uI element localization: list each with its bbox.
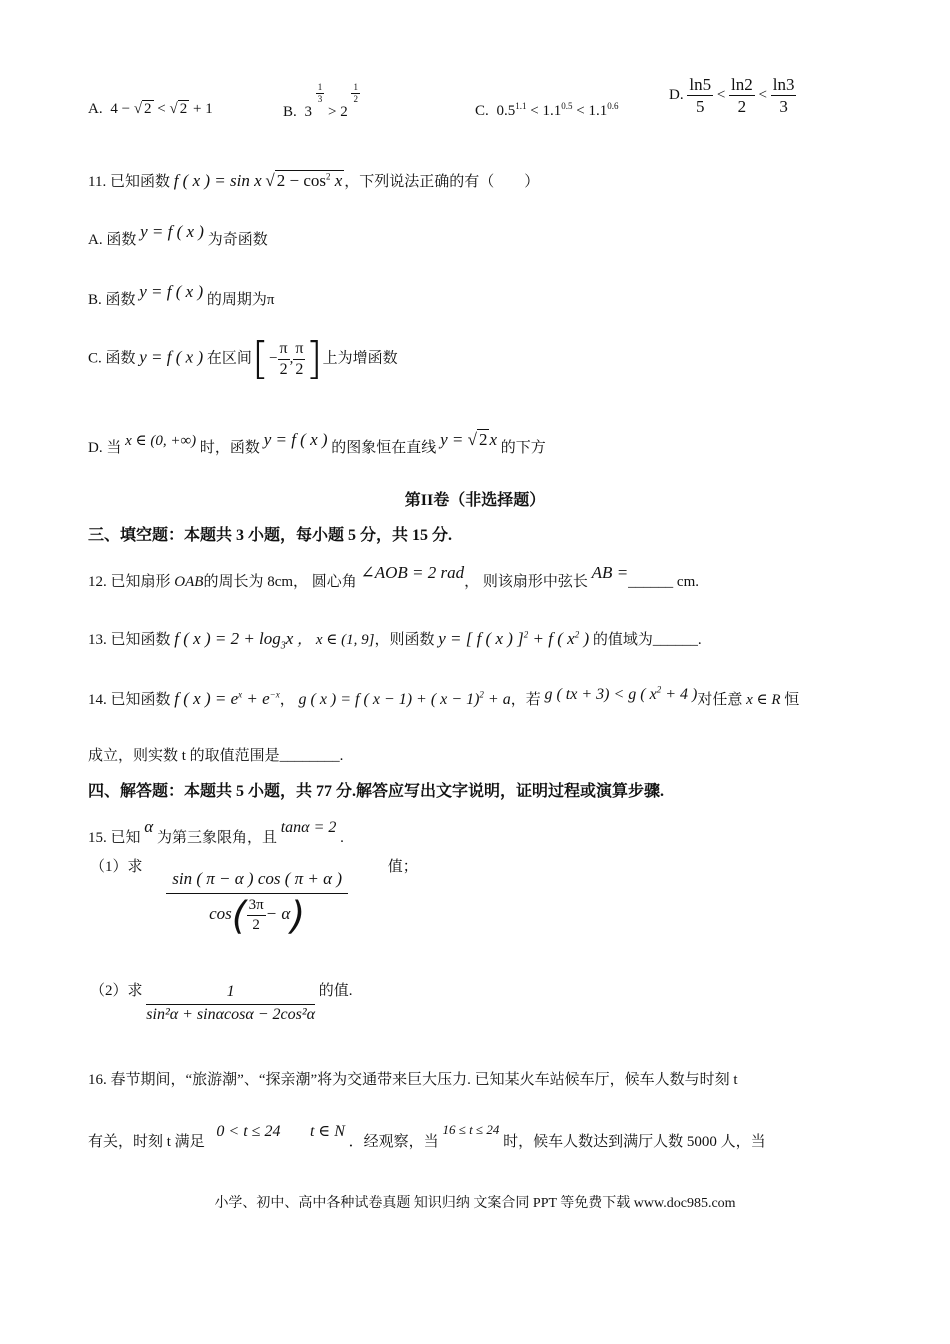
stem-text: . <box>340 830 344 846</box>
q16-line2 <box>88 1122 766 1151</box>
fraction: $\frac{\ln 3}{3}$ <box>772 75 795 117</box>
base: 2 <box>340 104 348 121</box>
expr: y = f ( x ) <box>263 430 328 449</box>
q14-line2: 成立，则实数 t 的取值范围是________. <box>88 748 344 764</box>
stem-text: ， <box>279 692 295 708</box>
exponent: 0.5 <box>561 101 573 111</box>
option-text: C. 函数 <box>88 350 136 367</box>
expr: y = [ f ( x ) ]$^2$ + f ( $x^2$ ) <box>438 629 590 648</box>
expr: < 1.1 <box>576 103 608 119</box>
expr: ， x ∈ (1, 9] <box>297 632 375 648</box>
q11-option-b <box>88 282 275 309</box>
radicand: $2 - \cos^2 x$ <box>276 171 343 190</box>
q15 <box>88 817 344 847</box>
q11-option-a <box>88 222 268 249</box>
expr: + 1 <box>193 101 213 117</box>
expr: − <box>269 350 278 367</box>
stem-text: 11. 已知函数 <box>88 174 170 190</box>
expr: 16 ≤ t ≤ 24 <box>442 1122 500 1137</box>
expr: f ( x ) = $e^x + e^{-x}$ <box>174 689 280 708</box>
radicand: 2 <box>179 101 188 117</box>
stem-text: 14. 已知函数 <box>88 692 171 708</box>
stem-text: 对任意 <box>697 692 743 708</box>
option-text: B. 函数 <box>88 292 136 308</box>
option-label: B. <box>283 104 297 121</box>
fraction: $\frac{\ln 5}{5}$ <box>689 75 712 117</box>
q15-part2 <box>90 982 353 1025</box>
expr: g ( x ) = f ( x − 1) + ( x − 1)$^2$ + a <box>298 689 511 708</box>
fraction: $\frac{\ln 2}{2}$ <box>731 75 753 117</box>
expr: g ( tx + 3) < g ( $x^2 + 4$ ) <box>544 684 698 703</box>
expr: < <box>758 87 767 104</box>
option-text: D. 当 <box>88 440 122 456</box>
q12 <box>88 563 699 591</box>
base: 3 <box>304 104 313 121</box>
expr: y = √ 2 x <box>440 430 497 449</box>
q11-stem: 11. 已知函数 f ( x ) = sin x √ $2 - \cos^2 x$ ，下列说法正确的有（ ） <box>88 171 540 190</box>
expr: tanα = 2 <box>280 819 337 836</box>
answer-blank[interactable]: ______ <box>628 574 674 590</box>
stem-text: ，则函数 <box>374 632 435 648</box>
stem-text: 15. 已知 <box>88 830 141 846</box>
section3-title: 三、填空题：本题共 3 小题，每小题 5 分，共 15 分. <box>88 527 453 544</box>
part-text: 的值. <box>318 982 353 999</box>
expr: ∠AOB = 2 rad <box>360 563 465 582</box>
q10-option-a: A. 4 − √ 2 < √ 2 + 1 <box>88 101 213 117</box>
q10-option-d <box>669 74 796 118</box>
expr: 4 − <box>110 101 131 117</box>
exponent: $\frac{1}{3}$ <box>317 82 323 105</box>
expr: y = f ( x ) <box>139 282 204 301</box>
section2-title: 第II卷（非选择题） <box>404 492 546 509</box>
stem-text: ，若 <box>510 692 541 708</box>
q10-option-c <box>475 101 618 120</box>
section4-title: 四、解答题：本题共 5 小题，共 77 分.解答应写出文字说明，证明过程或演算步骤. <box>88 783 665 800</box>
stem-text: cm. <box>676 574 699 590</box>
expr: < <box>157 101 166 117</box>
expr: t ∈ N <box>309 1123 345 1140</box>
expr: α <box>144 817 154 836</box>
option-label: A. <box>88 101 103 117</box>
stem-text: 12. 已知扇形 <box>88 574 171 590</box>
q15-part1 <box>90 858 418 938</box>
q11-option-d <box>88 430 546 457</box>
option-text: 的图象恒在直线 <box>331 440 437 456</box>
stem-text: 时，候车人数达到满厅人数 5000 人，当 <box>503 1134 766 1150</box>
part-text: 值； <box>387 858 418 875</box>
expr: 0.5 <box>496 103 516 119</box>
fraction: $\frac{1}{\text{sin²α + sinαcosα − 2cos²α}}$ <box>146 983 316 1023</box>
expr: y = f ( x ) <box>139 347 204 367</box>
fraction: $\frac{\pi}{2}$ <box>295 339 304 378</box>
expr: x ∈ R <box>746 692 781 708</box>
expr: f ( x ) = $2 + \log_3x$ <box>174 629 294 652</box>
expr: > <box>328 104 337 121</box>
fraction: $\frac{\pi}{2}$ <box>279 339 288 378</box>
option-text: 在区间 <box>206 350 252 367</box>
part-label: （2）求 <box>90 982 143 999</box>
fraction: sin ( π − α ) cos ( π + α ) cos( $\frac{3\pi}{2}$ − α) <box>166 868 348 935</box>
q14 <box>88 684 800 709</box>
exponent: 0.6 <box>607 101 619 111</box>
stem-text: 恒 <box>784 692 800 708</box>
expr: x ∈ (0, +∞) <box>125 433 197 449</box>
expr: f ( x ) = sin x <box>173 171 262 190</box>
expr: 0 < t ≤ 24 <box>216 1123 281 1140</box>
expr: OAB <box>174 574 204 590</box>
part-label: （1）求 <box>90 858 143 875</box>
stem-text: ．经观察，当 <box>348 1134 439 1150</box>
q13 <box>88 628 702 651</box>
expr: , <box>289 350 294 367</box>
option-text: 时，函数 <box>199 440 260 456</box>
option-text: A. 函数 <box>88 232 137 248</box>
radicand: 2 <box>144 101 152 117</box>
exponent: 1.1 <box>515 101 527 111</box>
stem-text: 为第三象限角，且 <box>156 830 277 846</box>
stem-text: 的值域为______. <box>592 632 702 648</box>
option-text: 的周期为π <box>206 292 275 308</box>
option-text: 为奇函数 <box>207 232 268 248</box>
exponent: $\frac{1}{2}$ <box>353 82 358 105</box>
stem-text: 有关，时刻 t 满足 <box>88 1134 205 1150</box>
stem-text: ，下列说法正确的有（ ） <box>344 174 540 190</box>
stem-text: 的周长为 8cm， 圆心角 <box>203 574 357 590</box>
q16-line1: 16. 春节期间，“旅游潮”、“探亲潮”将为交通带来巨大压力. 已知某火车站候车厅，候车人数与时刻 t <box>88 1072 738 1088</box>
stem-text: ， 则该扇形中弦长 <box>464 574 588 590</box>
option-text: 上为增函数 <box>322 350 398 367</box>
expr: y = f ( x ) <box>140 222 204 241</box>
option-label: C. <box>475 103 489 119</box>
option-label: D. <box>669 87 684 104</box>
expr: < 1.1 <box>530 103 562 119</box>
expr: < <box>716 87 726 104</box>
page-footer: 小学、初中、高中各种试卷真题 知识归纳 文案合同 PPT 等免费下载 www.doc985.com <box>214 1196 736 1211</box>
q11-option-c: C. 函数 y = f ( x ) 在区间[− $\frac{\pi}{2}$ , $\frac{\pi}{2}$ ]上为增函数 <box>88 333 398 384</box>
stem-text: 13. 已知函数 <box>88 632 171 648</box>
option-text: 的下方 <box>500 440 546 456</box>
q10-option-b <box>283 82 360 121</box>
expr: AB = <box>591 563 629 582</box>
